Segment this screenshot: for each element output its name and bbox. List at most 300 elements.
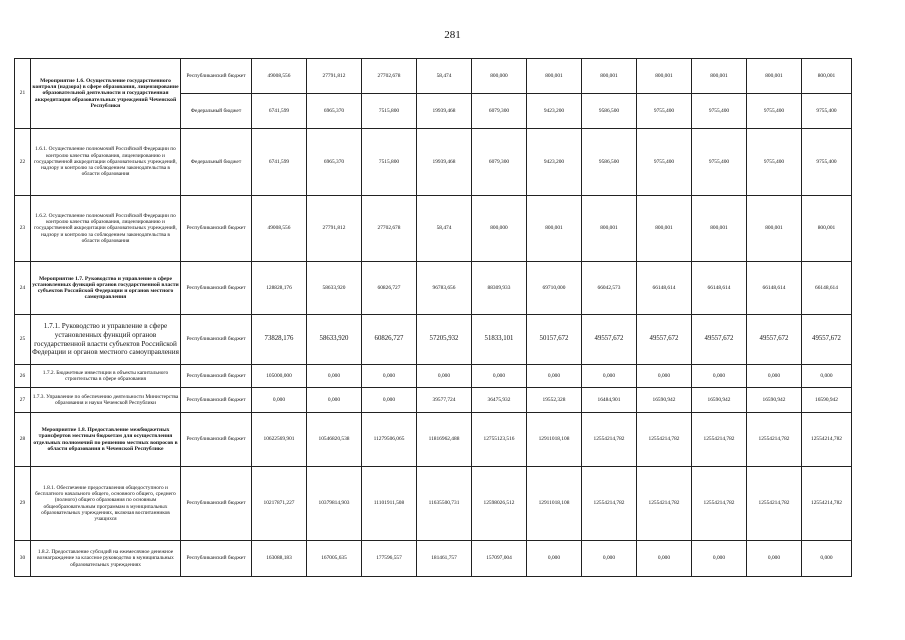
table-row: [15, 59, 852, 94]
amount-cell: [582, 365, 637, 388]
amount-value: 0,000: [767, 555, 781, 562]
amount-value: 60826,727: [377, 284, 401, 291]
amount-value: 58,474: [436, 72, 452, 79]
amount-cell: [527, 129, 582, 196]
funding-source: Республиканский бюджет: [186, 372, 246, 379]
funding-source-cell: [181, 59, 252, 94]
amount-cell: [802, 365, 852, 388]
amount-value: 0,000: [657, 555, 671, 562]
amount-value: 9755,400: [816, 158, 837, 165]
amount-cell: [417, 315, 472, 365]
amount-cell: [472, 365, 527, 388]
amount-value: 12911018,108: [538, 436, 570, 443]
amount-value: 6079,300: [488, 107, 510, 114]
amount-value: 16590,942: [815, 396, 838, 403]
amount-cell: [472, 541, 527, 577]
amount-value: 12554214,782: [703, 500, 735, 507]
amount-value: 10622569,901: [263, 436, 295, 443]
row-number-cell: [15, 365, 31, 388]
funding-source: Республиканский бюджет: [186, 284, 246, 291]
amount-cell: [527, 94, 582, 129]
funding-source-cell: [181, 315, 252, 365]
amount-cell: [637, 129, 692, 196]
amount-value: 66042,573: [597, 284, 621, 291]
amount-value: 0,000: [820, 372, 833, 379]
amount-cell: [582, 196, 637, 262]
amount-value: 800,001: [655, 72, 673, 79]
amount-value: 800,001: [545, 225, 563, 232]
row-number-cell: [15, 541, 31, 577]
activity-description: 1.8.2. Предоставление субсидий на ежемесячное денежное вознаграждение за классное руководство в муниципальных образовательных учреждениях: [37, 549, 174, 568]
amount-cell: [307, 413, 362, 467]
row-number-cell: [15, 59, 31, 129]
amount-value: 157097,004: [486, 555, 512, 562]
amount-value: 181461,757: [431, 555, 457, 562]
amount-value: 12554214,782: [758, 500, 790, 507]
funding-source: Федеральный бюджет: [190, 158, 242, 165]
row-number: 28: [19, 436, 26, 443]
amount-cell: [417, 94, 472, 129]
amount-value: 800,000: [490, 72, 508, 79]
amount-value: 167005,635: [321, 555, 347, 562]
amount-value: 800,001: [765, 225, 783, 232]
amount-cell: [252, 541, 307, 577]
amount-cell: [747, 94, 802, 129]
amount-value: 0,000: [820, 555, 833, 562]
amount-cell: [472, 59, 527, 94]
amount-value: 800,001: [600, 225, 618, 232]
row-number: 21: [19, 90, 26, 97]
amount-cell: [472, 413, 527, 467]
amount-cell: [527, 467, 582, 541]
amount-cell: [692, 94, 747, 129]
amount-value: 6741,599: [268, 107, 290, 114]
amount-value: 57205,932: [429, 335, 459, 343]
amount-cell: [582, 541, 637, 577]
row-number: 24: [19, 284, 26, 291]
amount-cell: [307, 388, 362, 413]
amount-value: 12554214,782: [811, 436, 842, 443]
amount-cell: [747, 541, 802, 577]
amount-cell: [692, 315, 747, 365]
funding-source: Республиканский бюджет: [186, 436, 246, 443]
amount-cell: [417, 59, 472, 94]
amount-value: 49557,672: [759, 335, 789, 343]
amount-cell: [582, 94, 637, 129]
amount-value: 9755,400: [708, 158, 730, 165]
amount-cell: [252, 196, 307, 262]
amount-cell: [637, 262, 692, 315]
amount-cell: [417, 196, 472, 262]
amount-cell: [472, 196, 527, 262]
amount-value: 73828,176: [264, 335, 294, 343]
amount-value: 66148,614: [707, 284, 731, 291]
funding-source: Республиканский бюджет: [186, 396, 246, 403]
amount-value: 12554214,782: [648, 500, 680, 507]
amount-value: 36475,932: [487, 396, 511, 403]
amount-value: 9755,400: [763, 107, 785, 114]
amount-cell: [802, 467, 852, 541]
funding-source-cell: [181, 365, 252, 388]
amount-cell: [637, 94, 692, 129]
amount-value: 49008,556: [267, 72, 291, 79]
amount-cell: [362, 94, 417, 129]
amount-value: 12554214,782: [811, 500, 842, 507]
amount-cell: [417, 129, 472, 196]
amount-value: 800,001: [710, 225, 728, 232]
amount-value: 88309,933: [487, 284, 511, 291]
amount-cell: [747, 59, 802, 94]
amount-cell: [307, 541, 362, 577]
amount-cell: [417, 413, 472, 467]
row-number-cell: [15, 315, 31, 365]
amount-cell: [527, 196, 582, 262]
row-number: 27: [19, 396, 26, 403]
amount-cell: [692, 59, 747, 94]
amount-cell: [802, 315, 852, 365]
amount-cell: [747, 365, 802, 388]
row-number-cell: [15, 413, 31, 467]
amount-cell: [252, 94, 307, 129]
amount-value: 9423,200: [543, 158, 565, 165]
amount-value: 7515,800: [378, 107, 400, 114]
amount-cell: [362, 196, 417, 262]
row-number: 30: [19, 555, 26, 562]
funding-source: Республиканский бюджет: [186, 225, 246, 232]
amount-cell: [637, 59, 692, 94]
page-number: 281: [444, 29, 461, 41]
row-number-cell: [15, 467, 31, 541]
table-row: [15, 467, 852, 541]
amount-value: 177596,557: [376, 555, 402, 562]
table-row: [15, 413, 852, 467]
amount-value: 800,001: [765, 72, 783, 79]
amount-cell: [472, 94, 527, 129]
amount-cell: [307, 262, 362, 315]
amount-cell: [252, 129, 307, 196]
amount-cell: [692, 388, 747, 413]
funding-source-cell: [181, 94, 252, 129]
amount-value: 12554214,782: [593, 500, 625, 507]
amount-cell: [802, 59, 852, 94]
activity-description: 1.6.1. Осуществление полномочий Российской Федерации по контролю качества образования, лицензированию и государственной аккредитации образовательных учреждений, надзору и контролю за соблюдением законодательства в области образования: [34, 146, 177, 178]
amount-cell: [802, 94, 852, 129]
amount-cell: [637, 413, 692, 467]
amount-cell: [692, 541, 747, 577]
amount-value: 58,474: [436, 225, 452, 232]
amount-cell: [362, 365, 417, 388]
table-row: [15, 129, 852, 196]
funding-source-cell: [181, 129, 252, 196]
amount-cell: [362, 413, 417, 467]
amount-cell: [417, 365, 472, 388]
amount-value: 66148,614: [652, 284, 676, 291]
amount-value: 10546820,538: [318, 436, 350, 443]
amount-value: 27791,812: [322, 225, 346, 232]
amount-cell: [527, 388, 582, 413]
amount-cell: [747, 315, 802, 365]
description-cell: [31, 467, 181, 541]
description-cell: [31, 196, 181, 262]
amount-cell: [582, 315, 637, 365]
amount-cell: [692, 413, 747, 467]
funding-source-cell: [181, 196, 252, 262]
activity-description: 1.7.2. Бюджетные инвестиции в объекты капитального строительства в сфере образования: [42, 369, 169, 382]
amount-value: 49557,672: [649, 335, 679, 343]
amount-cell: [417, 541, 472, 577]
amount-cell: [472, 129, 527, 196]
amount-value: 60826,727: [374, 335, 404, 343]
amount-value: 12554214,782: [703, 436, 735, 443]
amount-value: 800,001: [545, 72, 563, 79]
amount-cell: [692, 467, 747, 541]
amount-cell: [582, 413, 637, 467]
amount-value: 7515,800: [378, 158, 400, 165]
amount-cell: [527, 413, 582, 467]
amount-value: 800,001: [655, 225, 673, 232]
amount-value: 27702,678: [377, 72, 401, 79]
amount-cell: [252, 59, 307, 94]
amount-value: 163088,183: [266, 555, 292, 562]
amount-cell: [527, 262, 582, 315]
description-cell: [31, 129, 181, 196]
amount-cell: [307, 59, 362, 94]
activity-description: 1.8.1. Обеспечение предоставления общедоступного и бесплатного начального общего, основного общего, среднего (полного) общего образования по основным общеобразовательным программам в муниципальных образовательных учреждениях, включая воспитанников учащихся: [35, 484, 176, 522]
amount-value: 50157,672: [539, 335, 569, 343]
description-cell: [31, 541, 181, 577]
amount-value: 12554214,782: [648, 436, 680, 443]
amount-value: 0,000: [382, 396, 396, 403]
amount-value: 800,001: [817, 72, 836, 79]
amount-cell: [362, 262, 417, 315]
amount-cell: [802, 129, 852, 196]
amount-cell: [637, 388, 692, 413]
amount-cell: [472, 388, 527, 413]
amount-cell: [637, 467, 692, 541]
amount-value: 58633,920: [319, 335, 349, 343]
amount-value: 800,001: [710, 72, 728, 79]
amount-cell: [747, 196, 802, 262]
amount-cell: [362, 59, 417, 94]
amount-value: 0,000: [327, 396, 341, 403]
description-cell: [31, 262, 181, 315]
amount-cell: [472, 315, 527, 365]
amount-cell: [802, 196, 852, 262]
amount-cell: [637, 196, 692, 262]
amount-cell: [417, 467, 472, 541]
amount-value: 12598026,512: [483, 500, 515, 507]
row-number-cell: [15, 129, 31, 196]
amount-value: 19939,468: [432, 107, 456, 114]
amount-value: 0,000: [492, 372, 506, 379]
activity-description: 1.7.1. Руководство и управление в сфере установленных функций органов государственной власти субъектов Российской Федерации и органов местного самоуправления: [32, 322, 179, 357]
table-row: [15, 388, 852, 413]
amount-cell: [252, 413, 307, 467]
amount-cell: [747, 467, 802, 541]
amount-value: 800,001: [600, 72, 618, 79]
amount-cell: [582, 467, 637, 541]
amount-cell: [252, 467, 307, 541]
amount-value: 11635500,731: [428, 500, 460, 507]
amount-cell: [307, 467, 362, 541]
amount-cell: [692, 365, 747, 388]
amount-cell: [252, 315, 307, 365]
amount-value: 9586,500: [598, 107, 620, 114]
amount-value: 0,000: [602, 372, 616, 379]
amount-cell: [802, 541, 852, 577]
amount-value: 9755,400: [708, 107, 730, 114]
activity-description: Мероприятие 1.8. Предоставление межбюджетных трансфертов местным бюджетам для осуществления отдельных полномочий по решению местных вопросов в области образования в Чеченской Республике: [33, 427, 178, 452]
amount-value: 12554214,782: [758, 436, 790, 443]
amount-cell: [582, 388, 637, 413]
amount-value: 12911018,108: [538, 500, 570, 507]
amount-cell: [307, 315, 362, 365]
amount-value: 0,000: [547, 555, 561, 562]
amount-value: 0,000: [382, 372, 396, 379]
amount-value: 9586,500: [598, 158, 620, 165]
amount-cell: [307, 365, 362, 388]
amount-cell: [362, 467, 417, 541]
amount-cell: [802, 262, 852, 315]
funding-source: Республиканский бюджет: [186, 72, 246, 79]
amount-value: 0,000: [327, 372, 341, 379]
amount-value: 49008,556: [267, 225, 291, 232]
row-number-cell: [15, 262, 31, 315]
amount-cell: [747, 388, 802, 413]
amount-value: 11816962,488: [428, 436, 460, 443]
budget-table: [14, 58, 852, 577]
amount-cell: [692, 196, 747, 262]
table-row: [15, 365, 852, 388]
amount-value: 16484,901: [597, 396, 621, 403]
amount-value: 12554214,782: [593, 436, 625, 443]
amount-value: 105000,000: [266, 372, 292, 379]
amount-cell: [747, 262, 802, 315]
funding-source: Республиканский бюджет: [186, 555, 246, 562]
amount-cell: [417, 388, 472, 413]
activity-description: Мероприятие 1.7. Руководство и управление в сфере установленных функций органов государственной власти субъектов Российской Федерации и органов местного самоуправления: [32, 275, 179, 301]
amount-value: 800,001: [817, 225, 836, 232]
amount-value: 11101911,508: [373, 500, 405, 507]
description-cell: [31, 59, 181, 129]
amount-value: 58633,920: [322, 284, 346, 291]
amount-value: 9755,400: [763, 158, 785, 165]
row-number: 22: [19, 158, 26, 165]
amount-value: 0,000: [767, 372, 781, 379]
table-row: [15, 262, 852, 315]
description-cell: [31, 365, 181, 388]
amount-cell: [252, 365, 307, 388]
amount-cell: [252, 388, 307, 413]
amount-cell: [527, 59, 582, 94]
amount-cell: [637, 315, 692, 365]
activity-description: Мероприятие 1.6. Осуществление государственного контроля (надзора) в сфере образования, лицензирование образовательной деятельности и государственная аккредитация образовательных учреждений Чеченской Республики: [32, 77, 179, 109]
amount-cell: [582, 59, 637, 94]
amount-value: 0,000: [712, 372, 726, 379]
amount-value: 12755123,516: [483, 436, 515, 443]
table-row: [15, 315, 852, 365]
funding-source: Республиканский бюджет: [186, 336, 246, 343]
activity-description: 1.7.3. Управление по обеспечению деятельности Министерства образования и науки Чеченской Республики: [32, 393, 179, 406]
amount-value: 69710,000: [542, 284, 566, 291]
amount-cell: [417, 262, 472, 315]
amount-cell: [362, 388, 417, 413]
amount-value: 16590,942: [652, 396, 676, 403]
amount-cell: [307, 94, 362, 129]
amount-value: 66148,614: [815, 284, 838, 291]
amount-cell: [802, 388, 852, 413]
amount-value: 66148,614: [762, 284, 786, 291]
amount-value: 0,000: [272, 396, 286, 403]
amount-value: 51833,101: [484, 335, 514, 343]
amount-value: 19939,468: [432, 158, 456, 165]
description-cell: [31, 388, 181, 413]
funding-source: Федеральный бюджет: [190, 107, 242, 114]
amount-value: 0,000: [437, 372, 451, 379]
amount-value: 0,000: [602, 555, 616, 562]
amount-value: 10379814,903: [318, 500, 350, 507]
amount-value: 9423,200: [543, 107, 565, 114]
amount-cell: [362, 129, 417, 196]
amount-value: 0,000: [657, 372, 671, 379]
amount-cell: [527, 541, 582, 577]
amount-value: 16590,942: [762, 396, 786, 403]
amount-value: 11279506,065: [373, 436, 405, 443]
amount-value: 49557,672: [594, 335, 624, 343]
amount-value: 96783,656: [432, 284, 456, 291]
amount-value: 6741,599: [268, 158, 290, 165]
amount-value: 800,000: [490, 225, 508, 232]
amount-value: 49557,672: [812, 335, 841, 343]
amount-cell: [527, 365, 582, 388]
amount-cell: [747, 413, 802, 467]
amount-cell: [252, 262, 307, 315]
funding-source-cell: [181, 467, 252, 541]
row-number-cell: [15, 388, 31, 413]
amount-value: 10217871,227: [263, 500, 295, 507]
funding-source-cell: [181, 413, 252, 467]
amount-value: 39577,724: [432, 396, 456, 403]
amount-value: 128828,176: [266, 284, 292, 291]
funding-source-cell: [181, 541, 252, 577]
row-number-cell: [15, 196, 31, 262]
amount-cell: [527, 315, 582, 365]
amount-cell: [802, 413, 852, 467]
amount-cell: [692, 262, 747, 315]
table-row: [15, 541, 852, 577]
amount-cell: [472, 262, 527, 315]
amount-value: 27702,678: [377, 225, 401, 232]
funding-source: Республиканский бюджет: [186, 500, 246, 507]
amount-cell: [582, 129, 637, 196]
amount-cell: [582, 262, 637, 315]
amount-cell: [307, 129, 362, 196]
activity-description: 1.6.2. Осуществление полномочий Российской Федерации по контролю качества образования, лицензированию и государственной аккредитации образовательных учреждений, надзору и контролю за соблюдением законодательства в области образования: [34, 212, 177, 244]
description-cell: [31, 413, 181, 467]
row-number: 23: [19, 225, 26, 232]
amount-cell: [637, 541, 692, 577]
funding-source-cell: [181, 262, 252, 315]
row-number: 26: [19, 372, 26, 379]
amount-value: 16590,942: [707, 396, 731, 403]
table-row: [15, 196, 852, 262]
amount-value: 0,000: [712, 555, 726, 562]
amount-cell: [692, 129, 747, 196]
amount-cell: [472, 467, 527, 541]
amount-value: 6079,300: [488, 158, 510, 165]
amount-value: 6965,370: [323, 158, 345, 165]
amount-cell: [747, 129, 802, 196]
